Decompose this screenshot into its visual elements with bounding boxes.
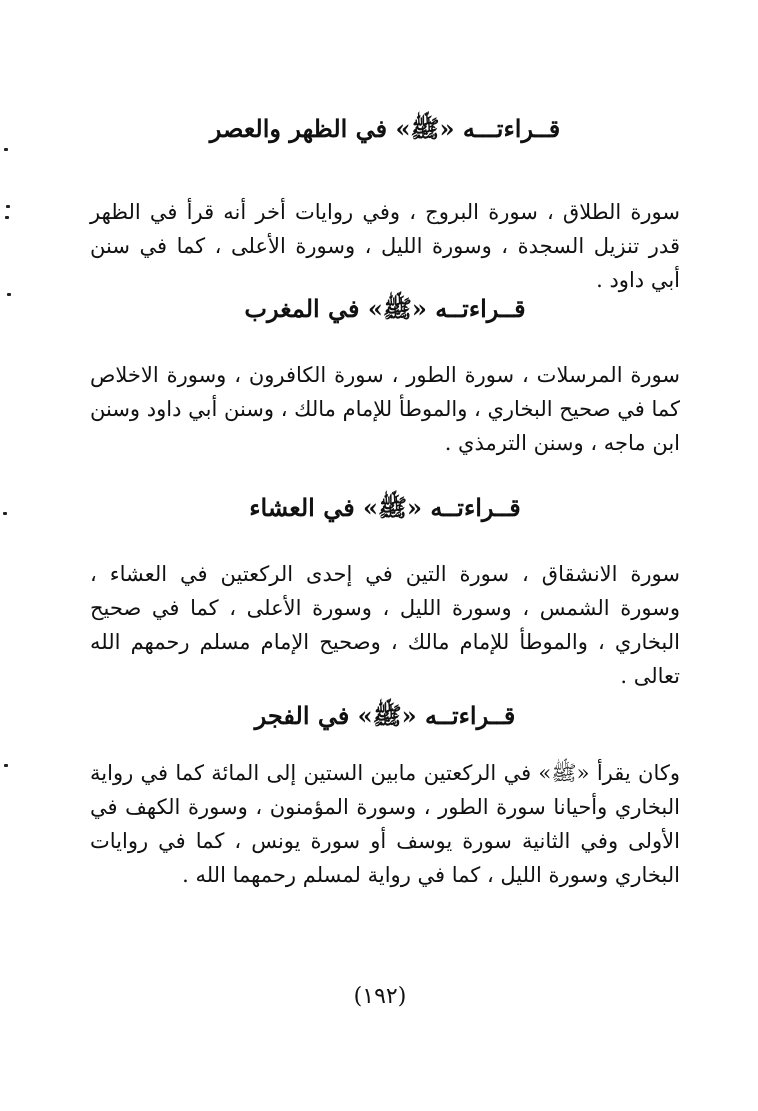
section-title-maghrib: قــراءتــه «ﷺ» في المغرب: [244, 294, 526, 323]
section-paragraph-fajr: وكان يقرأ «ﷺ» في الركعتين مابين الستين إلى المائة كما في رواية البخاري وأحيانا سورة الطور ، وسورة المؤمنون ، وسورة الكهف في الأولى وفي الثانية سورة يوسف أو سورة يونس ، كما في روايات البخاري وسورة الليل ، كما في رواية لمسلم رحمهما الله .: [90, 761, 680, 887]
margin-mark: [4, 764, 8, 767]
section-title-fajr: قــراءتــه «ﷺ» في الفجر: [254, 701, 516, 730]
section-paragraph-isha: سورة الانشقاق ، سورة التين في إحدى الركعتين في العشاء ، وسورة الشمس ، وسورة الليل ، وسورة الأعلى ، كما في صحيح البخاري ، والموطأ للإمام مالك ، وصحيح الإمام مسلم رحمهم الله تعالى .: [90, 562, 680, 688]
section-paragraph-dhuhr-asr: سورة الطلاق ، سورة البروج ، وفي روايات أخر أنه قرأ في الظهر قدر تنزيل السجدة ، وسورة الليل ، وسورة الأعلى ، كما في سنن أبي داود .: [90, 200, 680, 292]
section-title-isha: قــراءتــه «ﷺ» في العشاء: [249, 493, 521, 522]
section-title-dhuhr-asr: قــراءتـــه «ﷺ» في الظهر والعصر: [209, 114, 561, 143]
margin-mark: [4, 148, 8, 151]
margin-mark: [6, 205, 10, 208]
section-paragraph-maghrib: سورة المرسلات ، سورة الطور ، سورة الكافرون ، وسورة الاخلاص كما في صحيح البخاري ، والموطأ للإمام مالك ، وسنن أبي داود وسنن ابن ماجه ، وسنن الترمذي .: [90, 363, 680, 455]
margin-mark: [5, 216, 9, 219]
document-page: [90, 0, 680, 1111]
margin-mark: [7, 293, 11, 296]
page-number: (١٩٢): [353, 984, 407, 1009]
margin-mark: [3, 512, 7, 515]
